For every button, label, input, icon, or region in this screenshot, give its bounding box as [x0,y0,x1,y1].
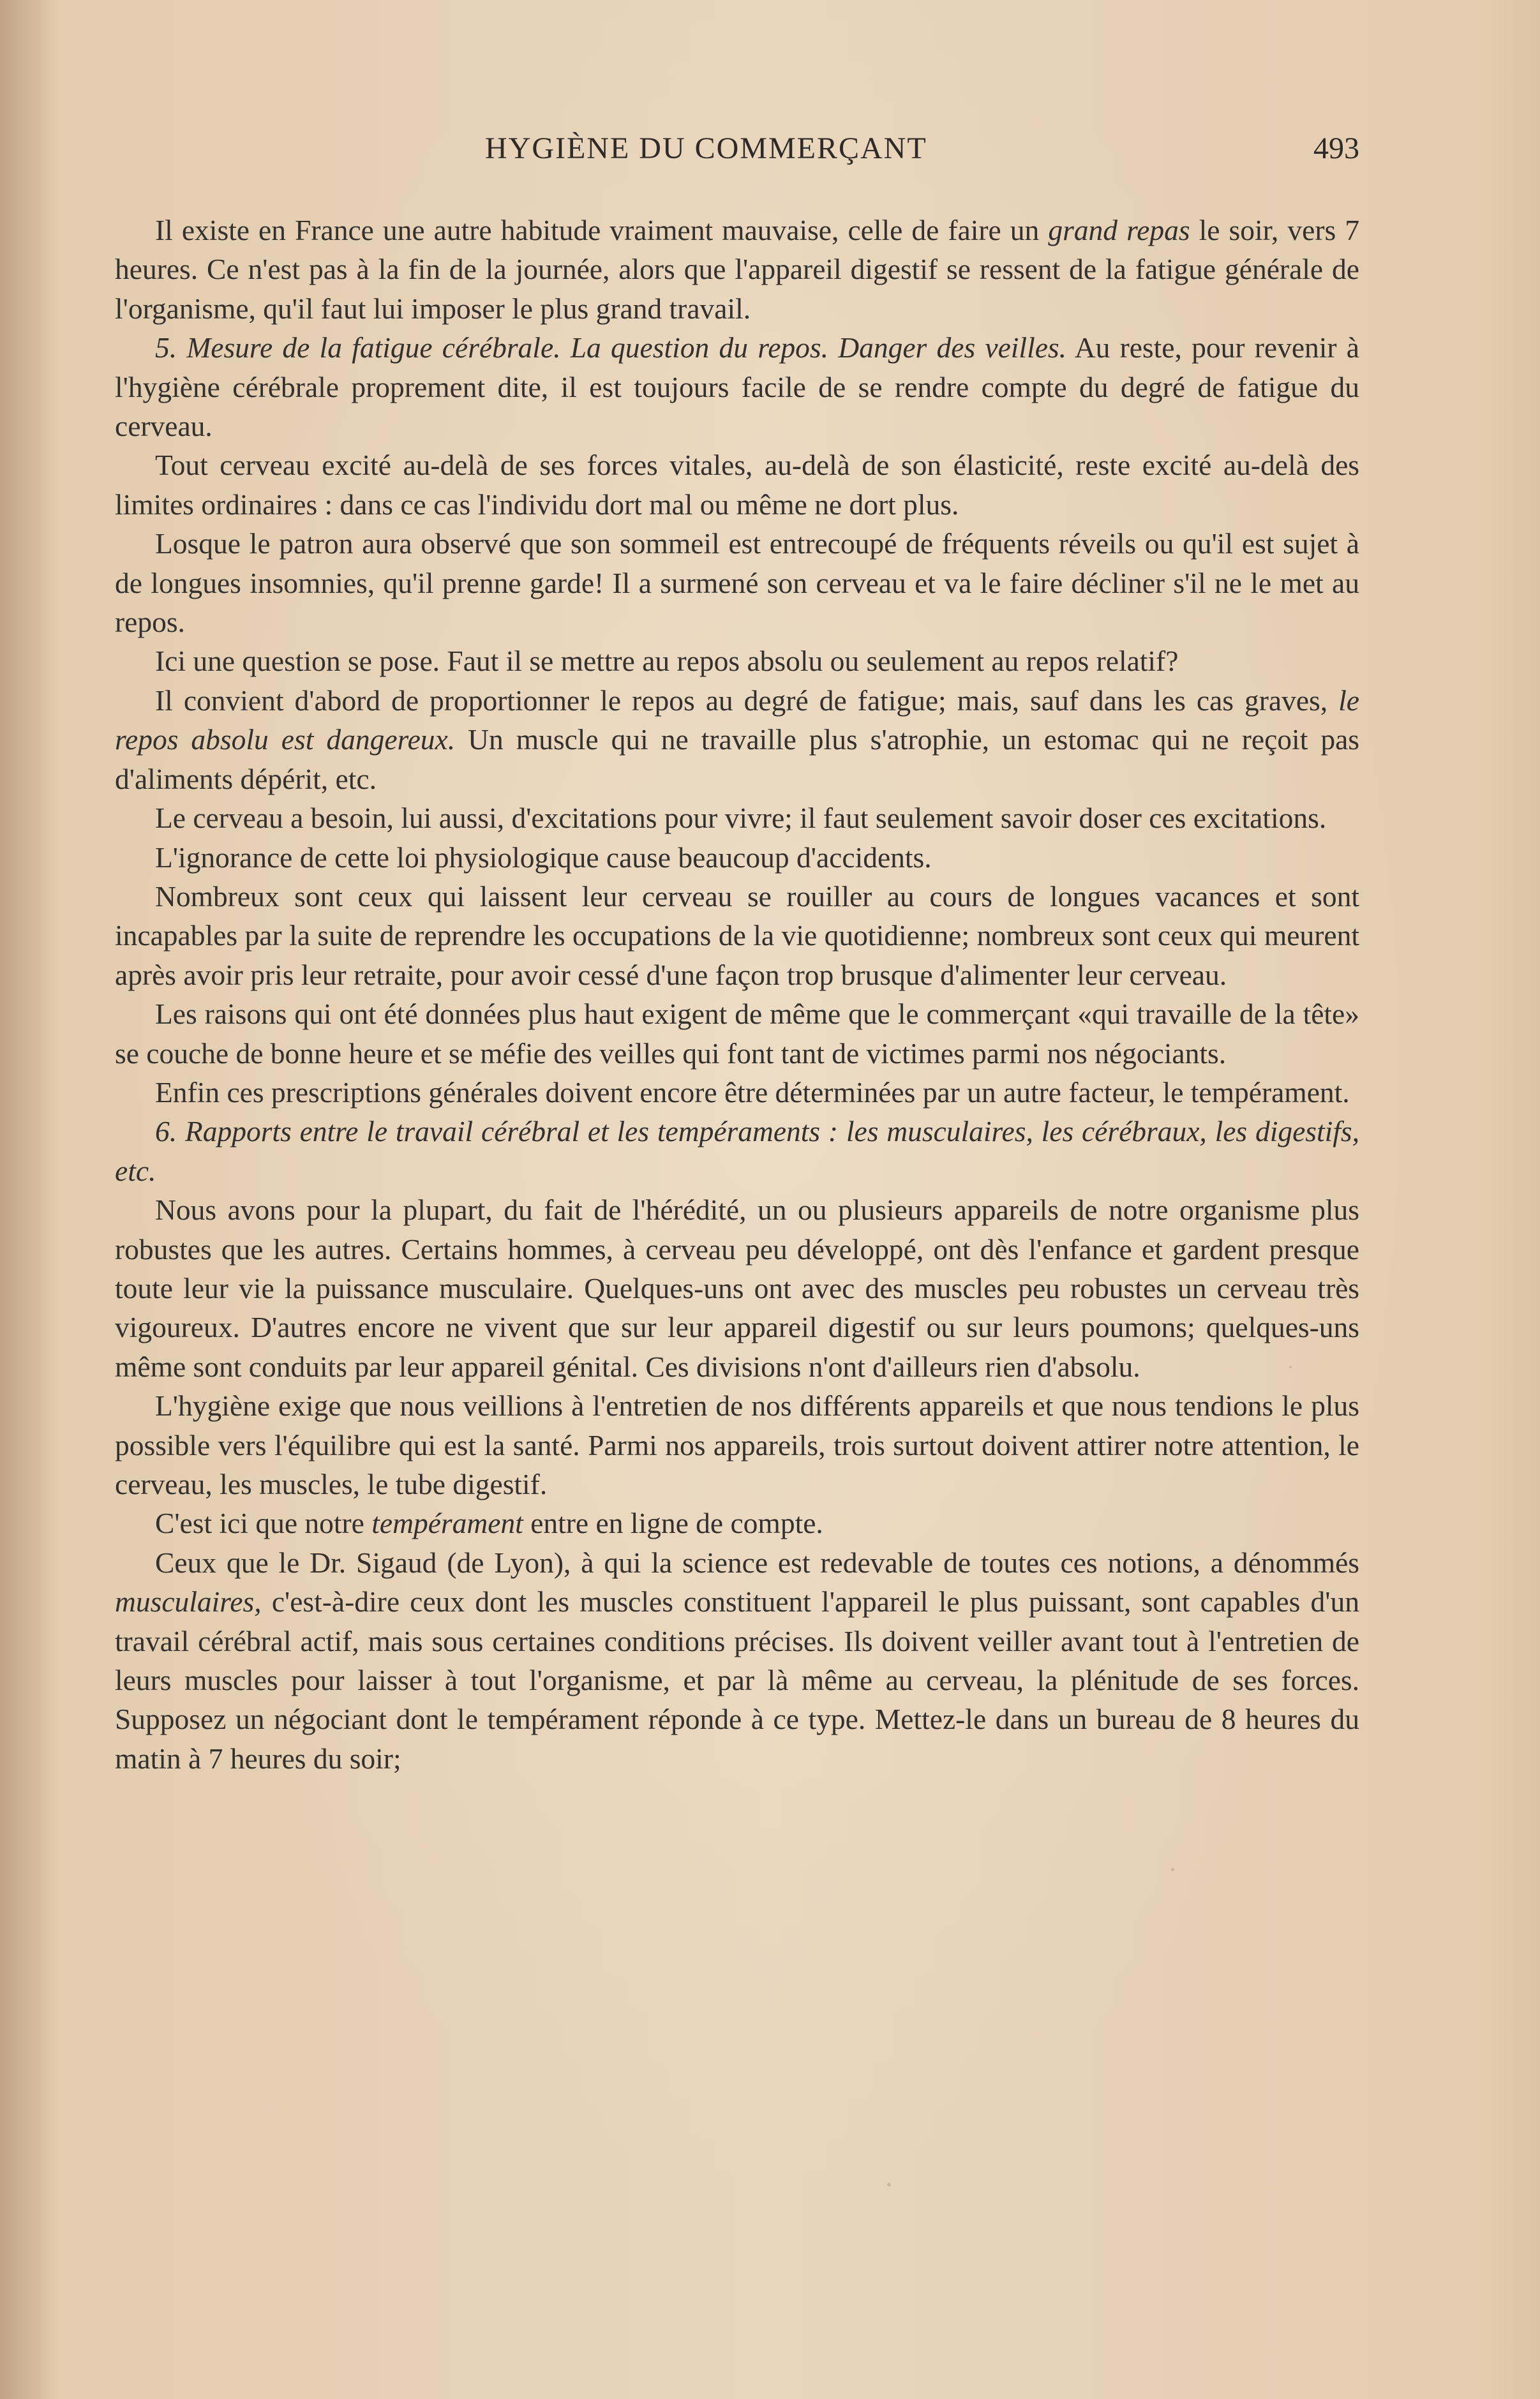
paragraph-text: Nous avons pour la plupart, du fait de l'hérédité, un ou plusieurs appareils de notre organisme plus robustes que les autres. Certains hommes, à cerveau peu développé, ont dès l'enfance et gardent presque toute leur vie la puissance musculaire. Quelques-uns ont avec des muscles peu robustes un cerveau très vigoureux. D'autres encore ne vivent que sur leur appareil digestif ou sur leurs poumons; quelques-uns même sont conduits par leur appareil génital. Ces divisions n'ont d'ailleurs rien d'absolu. [115,1193,1359,1383]
paragraph [115,681,1359,798]
paragraph [115,798,1359,837]
paragraph [115,211,1359,328]
paragraph-text: Les raisons qui ont été données plus haut exigent de même que le commerçant «qui travaille de la tête» se couche de bonne heure et se méfie des veilles qui font tant de victimes parmi nos négociants. [115,998,1359,1070]
italic-text: 5. Mesure de la fatigue cérébrale. La question du repos. Danger des veilles. [155,331,1066,364]
paragraph [115,1543,1359,1778]
page-number: 493 [1313,131,1359,165]
paper-stain [887,2183,891,2186]
running-header [115,131,1359,176]
paragraph-text: Enfin ces prescriptions générales doivent encore être déterminées par un autre facteur, le tempérament. [155,1075,1350,1109]
running-title: HYGIÈNE DU COMMERÇANT [485,131,927,165]
paragraph [115,994,1359,1073]
italic-text: tempérament [371,1507,523,1540]
paragraph-text: Ici une question se pose. Faut il se mettre au repos absolu ou seulement au repos relatif? [155,645,1179,678]
paragraph-text: Losque le patron aura observé que son sommeil est entrecoupé de fréquents réveils ou qu'il est sujet à de longues insomnies, qu'il prenne garde! Il a surmené son cerveau et va le faire décliner s'il ne le met au repos. [115,527,1359,639]
italic-text: grand repas [1048,214,1190,246]
paragraph-text: C'est ici que notre [155,1507,372,1540]
paragraph-text: Au reste, pour revenir à l'hygiène cérébrale proprement dite, il est toujours facile de se rendre compte du degré de fatigue du cerveau. [115,331,1359,443]
italic-text: musculaires, [115,1585,262,1618]
paragraph [115,877,1359,994]
paragraph-text: c'est-à-dire ceux dont les muscles constituent l'appareil le plus puissant, sont capables d'un travail cérébral actif, mais sous certaines conditions précises. Ils doivent veiller avant tout à l'entretien de leurs muscles pour laisser à tout l'organisme, et par là même au cerveau, la plénitude de ses forces. Supposez un négociant dont le tempérament réponde à ce type. Mettez-le dans un bureau de 8 heures du matin à 7 heures du soir; [115,1585,1359,1775]
paragraph [115,1190,1359,1386]
paragraph-text: Tout cerveau excité au-delà de ses forces vitales, au-delà de son élasticité, reste excité au-delà des limites ordinaires : dans ce cas l'individu dort mal ou même ne dort plus. [115,449,1359,521]
paragraph-text: Le cerveau a besoin, lui aussi, d'excitations pour vivre; il faut seulement savoir doser ces excitations. [155,802,1327,835]
paragraph-text: Il convient d'abord de proportionner le repos au degré de fatigue; mais, sauf dans les cas graves, [155,684,1339,717]
page-edge-shadow [0,0,57,2399]
paragraph-text: entre en ligne de compte. [523,1507,823,1540]
paragraph [115,1112,1359,1190]
paragraph [115,1386,1359,1504]
paragraph-text: Nombreux sont ceux qui laissent leur cerveau se rouiller au cours de longues vacances et sont incapables par la suite de reprendre les occupations de la vie quotidienne; nombreux sont ceux qui meurent après avoir pris leur retraite, pour avoir cessé d'une façon trop brusque d'alimenter leur cerveau. [115,879,1359,991]
italic-text: le repos absolu est dangereux. [115,684,1359,756]
paragraph-text: L'ignorance de cette loi physiologique cause beaucoup d'accidents. [155,841,932,874]
paragraph [115,1504,1359,1543]
paragraph [115,328,1359,445]
paragraph [115,838,1359,877]
body-text [115,211,1359,1778]
paragraph [115,1073,1359,1112]
paragraph [115,524,1359,641]
paragraph [115,445,1359,524]
italic-text: 6. Rapports entre le travail cérébral et les tempéraments : les musculaires, les cérébraux, les digestifs, etc. [115,1115,1359,1187]
paragraph-text: Il existe en France une autre habitude vraiment mauvaise, celle de faire un [155,214,1049,246]
paragraph [115,641,1359,680]
paragraph-text: le soir, vers 7 heures. Ce n'est pas à la fin de la journée, alors que l'appareil digestif se ressent de la fatigue générale de l'organisme, qu'il faut lui imposer le plus grand travail. [115,214,1359,325]
paper-stain [1171,1868,1174,1871]
paragraph-text: Un muscle qui ne travaille plus s'atrophie, un estomac qui ne reçoit pas d'aliments dépérit, etc. [115,723,1360,795]
paragraph-text: Ceux que le Dr. Sigaud (de Lyon), à qui la science est redevable de toutes ces notions, a dénommés [155,1546,1359,1579]
paragraph-text: L'hygiène exige que nous veillions à l'entretien de nos différents appareils et que nous tendions le plus possible vers l'équilibre qui est la santé. Parmi nos appareils, trois surtout doivent attirer notre attention, le cerveau, les muscles, le tube digestif. [115,1389,1359,1500]
